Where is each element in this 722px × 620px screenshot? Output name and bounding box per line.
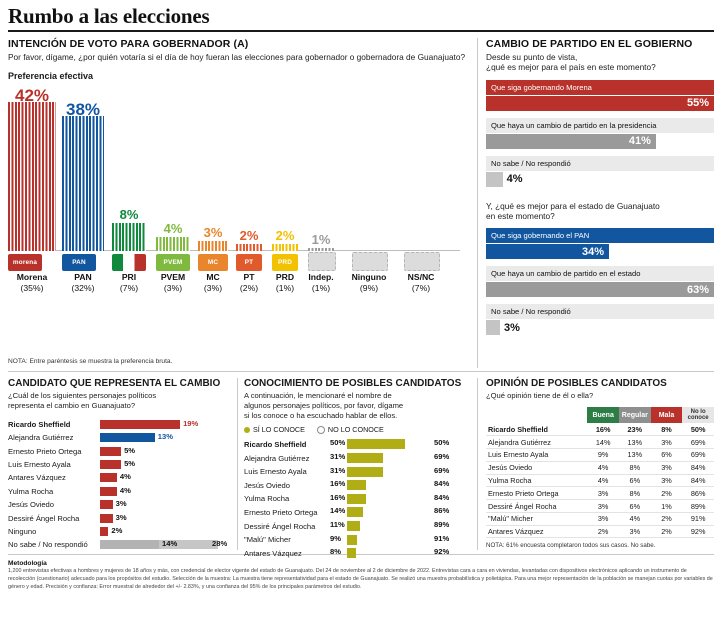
- vote-bar-pvem: [156, 221, 190, 251]
- bar-value: 2%: [111, 526, 123, 536]
- list-item: [8, 445, 234, 458]
- table-cell: 23%: [619, 423, 651, 435]
- bar-value-knows: 16%: [330, 479, 346, 489]
- candidate-change-rows: [8, 418, 234, 552]
- table-cell: 3%: [587, 487, 619, 500]
- bar-value-unknown: 69%: [434, 465, 450, 475]
- list-item: [244, 451, 476, 465]
- table-cell: Ernesto Prieto Ortega: [486, 487, 587, 500]
- bar-track: [330, 467, 476, 477]
- candidate-name: Ricardo Sheffield: [244, 439, 307, 449]
- vote-bar-chart: [8, 83, 468, 313]
- party-change-question-l1: Desde su punto de vista,: [486, 52, 578, 62]
- table-cell: 2%: [651, 487, 683, 500]
- candidate-name: No sabe / No respondió: [8, 540, 88, 550]
- list-item: [244, 533, 476, 547]
- table-cell: 2%: [651, 512, 683, 525]
- bar-value: 8%: [119, 206, 139, 222]
- bar-track: [330, 494, 476, 504]
- candidate-name: "Malú" Micher: [244, 535, 291, 545]
- table-cell: 92%: [682, 525, 714, 538]
- candidate-name: Jesús Oviedo: [244, 480, 291, 490]
- table-cell: 1%: [651, 500, 683, 513]
- vote-bar-pan: [62, 100, 104, 251]
- table-cell: 9%: [587, 449, 619, 462]
- bar-value-knows: 9%: [330, 533, 341, 543]
- bar-value-knows: 50%: [330, 438, 346, 448]
- bar-value-unknown: 50%: [434, 438, 450, 448]
- bar-track: [330, 548, 476, 558]
- awareness-rows: [244, 438, 476, 560]
- table-cell: "Malú" Micher: [486, 512, 587, 525]
- bar-rect: [100, 487, 117, 496]
- legend-item-knows: SÍ LO CONOCE: [244, 425, 305, 434]
- bar-value: 4%: [163, 221, 183, 237]
- bar-track: [100, 460, 234, 469]
- bar-rect: [100, 473, 117, 482]
- bar-rect-knows: [347, 535, 357, 545]
- x-tick-morena: Morena (35%): [16, 271, 48, 293]
- hbar-group: [486, 228, 714, 259]
- party-logo-PT-icon: PT: [236, 254, 262, 271]
- list-item: [8, 498, 234, 511]
- awareness-q2: algunos personajes políticos, por favor, dígame: [244, 400, 404, 410]
- hbar-label: Que siga gobernando Morena: [486, 80, 714, 95]
- bar-value: 2%: [275, 228, 295, 244]
- state-change-question-l2: en este momento?: [486, 211, 555, 222]
- vote-note: NOTA: Entre paréntesis se muestra la preferencia bruta.: [8, 358, 173, 365]
- bar-value: 13%: [157, 432, 173, 442]
- hbar-group: [486, 118, 714, 149]
- bar-rect-knows: [347, 467, 383, 477]
- state-change-bars: [486, 228, 714, 335]
- table-row: [486, 474, 714, 487]
- bar-rect-knows: [347, 507, 363, 517]
- bar-track: [330, 480, 476, 490]
- national-change-bars: [486, 80, 714, 187]
- hbar-rect: [486, 134, 656, 149]
- bar-value-unknown: 69%: [434, 452, 450, 462]
- bar-value-unknown: 89%: [434, 520, 450, 530]
- bar-track: [100, 433, 234, 442]
- table-cell: 16%: [587, 423, 619, 435]
- candidate-change-heading: CANDIDATO QUE REPRESENTA EL CAMBIO: [8, 378, 221, 389]
- table-row: [486, 436, 714, 449]
- bar-track: [100, 500, 234, 509]
- bar-rect: [100, 447, 121, 456]
- list-item: [8, 485, 234, 498]
- vote-intention-section: [8, 38, 468, 365]
- bar-rect: [100, 460, 121, 469]
- table-cell: 14%: [587, 436, 619, 449]
- bar-value: 3%: [115, 499, 127, 509]
- bar-track: [330, 439, 476, 449]
- bar-value-unknown: 84%: [434, 479, 450, 489]
- hbar-value: 3%: [504, 321, 520, 334]
- bar-value-knows: 11%: [330, 520, 345, 530]
- table-cell: Yulma Rocha: [486, 474, 587, 487]
- table-cell: Jesús Oviedo: [486, 461, 587, 474]
- list-item: [8, 431, 234, 444]
- candidate-name: Luis Ernesto Ayala: [244, 467, 307, 477]
- x-tick-pvem: PVEM (3%): [160, 271, 186, 293]
- bar-track: [330, 507, 476, 517]
- hbar-group: [486, 80, 714, 111]
- candidate-name: Antares Vázquez: [244, 548, 302, 558]
- vote-bar-morena: [8, 86, 56, 251]
- state-change-question-l1: Y, ¿qué es mejor para el estado de Guanajuato: [486, 200, 660, 211]
- bar-value-knows: 14%: [330, 506, 346, 516]
- bar-rect-knows: [347, 480, 366, 490]
- candidate-change-q1: ¿Cuál de los siguientes personajes políticos: [8, 391, 157, 400]
- bar-value-unknown: 92%: [434, 547, 450, 557]
- hbar-value: 41%: [628, 135, 651, 148]
- bar-value-knows: 8%: [330, 547, 341, 557]
- column-divider: [477, 38, 478, 368]
- list-item: [8, 471, 234, 484]
- hbar-group: [486, 266, 714, 297]
- list-item: [244, 438, 476, 452]
- hbar-value: 63%: [686, 283, 709, 296]
- party-logo-none-icon: [404, 252, 440, 271]
- table-row: [486, 512, 714, 525]
- table-cell: Luis Ernesto Ayala: [486, 449, 587, 462]
- bar-value: 42%: [14, 86, 50, 106]
- candidate-name: Jesús Oviedo: [8, 500, 55, 510]
- table-cell: Ricardo Sheffield: [486, 423, 587, 435]
- table-cell: 69%: [682, 449, 714, 462]
- bar-rect: [272, 228, 298, 251]
- opinion-question: ¿Qué opinión tiene de él o ella?: [486, 391, 594, 400]
- methodology-heading: Metodología: [8, 560, 47, 567]
- table-cell: 91%: [682, 512, 714, 525]
- candidate-awareness-panel: [244, 378, 476, 560]
- bar-value-knows: 31%: [330, 452, 346, 462]
- bar-value-unknown: 91%: [434, 533, 450, 543]
- bar-value-knows: 31%: [330, 465, 346, 475]
- x-tick-prd: PRD (1%): [275, 271, 295, 293]
- hbar-rect: [486, 282, 714, 297]
- x-tick-pan: PAN (32%): [71, 271, 95, 293]
- table-row: [486, 449, 714, 462]
- opinion-col-mala: Mala: [651, 407, 683, 424]
- list-item: [244, 492, 476, 506]
- candidate-name: Antares Vázquez: [8, 473, 66, 483]
- bar-rect: [100, 420, 180, 429]
- bar-value: 38%: [65, 100, 101, 120]
- page-title: Rumbo a las elecciones: [8, 4, 210, 28]
- awareness-q1: A continuación, le mencionaré el nombre de: [244, 391, 392, 400]
- preference-label: Preferencia efectiva: [8, 71, 94, 82]
- bar-value-knows: 16%: [330, 492, 346, 502]
- vote-question: Por favor, dígame, ¿por quién votaría si el día de hoy fueran las elecciones para gobernador o gobernadora de Guanajuato?: [8, 52, 466, 62]
- table-cell: 6%: [619, 500, 651, 513]
- section-divider: [8, 371, 714, 372]
- table-cell: 69%: [682, 436, 714, 449]
- x-tick-nsnc: NS/NC (7%): [407, 271, 435, 293]
- bar-value-unknown: 86%: [434, 506, 450, 516]
- table-cell: 3%: [587, 500, 619, 513]
- bar-value: 2%: [239, 228, 259, 244]
- bar-rect: [100, 540, 159, 549]
- methodology-text: 1,200 entrevistas efectivas a hombres y mujeres de 18 años y más, con credencial de elector vigente del estado de Guanajuato. Del 24 de noviembre al 2 de diciembre de 2022. Entrevistas cara a cara en viviendas, levantadas con dispositivos electrónicos aplicando un instrumento de recolección (cuestionario) adecuado para los propósitos del estudio. Selección de la muestra: La muestra tiene representatividad para el estado de Guanajuato. Se realizó una muestra probabilística y polietápica. Para una mejor representación de la población se manejan cuotas por variables de género y edad. Precisión y confianza: Error muestral de alrededor del +/- 2.83%, y una confianza del 95% de los principales parámetros del estudio.: [8, 568, 713, 590]
- table-row: [486, 423, 714, 435]
- bar-rect-knows: [347, 453, 383, 463]
- bar-track: [330, 453, 476, 463]
- bar-track: [100, 540, 234, 549]
- opinion-col-regular: Regular: [619, 407, 651, 424]
- awareness-heading: CONOCIMIENTO DE POSIBLES CANDIDATOS: [244, 378, 462, 389]
- bar-rect: [8, 86, 56, 251]
- list-item: [8, 525, 234, 538]
- hbar-label: No sabe / No respondió: [486, 156, 714, 171]
- table-cell: 6%: [651, 449, 683, 462]
- hbar-value: 55%: [686, 97, 709, 110]
- table-cell: 13%: [619, 449, 651, 462]
- table-cell: 89%: [682, 500, 714, 513]
- table-cell: Antares Vázquez: [486, 525, 587, 538]
- party-logo-PVEM-icon: PVEM: [156, 254, 190, 271]
- bar-rect: [100, 527, 108, 536]
- table-cell: 8%: [651, 423, 683, 435]
- hbar-value: 34%: [582, 245, 605, 258]
- bar-rect: [62, 100, 104, 251]
- party-change-question-l2: ¿qué es mejor para el país en este momento?: [486, 62, 656, 73]
- hbar-group: [486, 304, 714, 335]
- bar-rect: [100, 433, 155, 442]
- party-change-section: [486, 38, 714, 335]
- bar-track: [100, 527, 234, 536]
- bar-track: [100, 473, 234, 482]
- vote-bar-indep: [308, 231, 334, 252]
- table-cell: Dessiré Ángel Rocha: [486, 500, 587, 513]
- candidate-name: Luis Ernesto Ayala: [8, 460, 71, 470]
- bar-value: 5%: [124, 445, 136, 455]
- bar-rect: [100, 514, 113, 523]
- table-cell: 8%: [619, 461, 651, 474]
- bar-value: 4%: [119, 472, 131, 482]
- bar-value-secondary: 28%: [212, 539, 228, 549]
- bar-value: 3%: [115, 512, 127, 522]
- candidate-name: Alejandra Gutiérrez: [244, 453, 310, 463]
- bar-rect: [308, 231, 334, 252]
- list-item: [8, 511, 234, 524]
- x-tick-ninguno: Ninguno (9%): [351, 271, 387, 293]
- party-logo-none-icon: [308, 252, 336, 271]
- bar-value-unknown: 84%: [434, 492, 450, 502]
- bar-value: 5%: [124, 459, 136, 469]
- candidate-name: Alejandra Gutiérrez: [8, 433, 74, 443]
- bar-rect-knows: [347, 494, 366, 504]
- table-cell: 4%: [587, 461, 619, 474]
- bar-track: [330, 535, 476, 545]
- x-tick-pt: PT (2%): [239, 271, 259, 293]
- vote-bar-prd: [272, 228, 298, 251]
- title-divider: [8, 30, 714, 32]
- table-row: [486, 500, 714, 513]
- list-item: [244, 546, 476, 560]
- x-tick-indep: Indep. (1%): [308, 271, 334, 293]
- hbar-label: No sabe / No respondió: [486, 304, 714, 319]
- table-cell: 3%: [651, 461, 683, 474]
- table-cell: 3%: [619, 525, 651, 538]
- hbar-value: 4%: [506, 173, 523, 186]
- bar-value: 4%: [119, 485, 131, 495]
- bar-value: 3%: [203, 224, 223, 240]
- hbar-label: Que haya un cambio de partido en el estado: [486, 266, 714, 281]
- list-item: [244, 506, 476, 520]
- hbar-rect: [486, 96, 714, 111]
- table-cell: 86%: [682, 487, 714, 500]
- bar-rect-knows: [347, 521, 360, 531]
- hbar-rect: [486, 320, 520, 335]
- candidate-name: Yulma Rocha: [8, 486, 54, 496]
- table-cell: 3%: [651, 436, 683, 449]
- bar-rect: [236, 228, 262, 251]
- party-logo-PRI-icon: [112, 254, 146, 271]
- party-logo-morena-icon: morena: [8, 254, 42, 271]
- list-item: [8, 538, 234, 551]
- table-cell: 50%: [682, 423, 714, 435]
- opinion-col-noloconoce: No lo conoce: [682, 407, 714, 424]
- candidate-name: Ricardo Sheffield: [8, 419, 71, 429]
- table-row: [486, 525, 714, 538]
- bar-track: [330, 521, 476, 531]
- vote-bar-mc: [198, 224, 228, 252]
- bar-track: [100, 487, 234, 496]
- vote-bar-pri: [112, 206, 146, 251]
- awareness-q3: si los conoce o ha escuchado hablar de ellos.: [244, 410, 398, 420]
- party-change-heading: CAMBIO DE PARTIDO EN EL GOBIERNO: [486, 38, 693, 50]
- legend-item-unknown: NO LO CONOCE: [317, 425, 384, 434]
- candidate-name: Yulma Rocha: [244, 494, 290, 504]
- table-cell: 6%: [619, 474, 651, 487]
- bar-track: [100, 447, 234, 456]
- candidate-name: Dessiré Ángel Rocha: [244, 521, 316, 531]
- table-cell: 84%: [682, 474, 714, 487]
- list-item: [244, 478, 476, 492]
- hbar-group: [486, 156, 714, 187]
- party-logo-PAN-icon: PAN: [62, 254, 96, 271]
- candidate-change-panel: [8, 378, 234, 552]
- bar-rect-knows: [347, 548, 356, 558]
- opinion-col-buena: Buena: [587, 407, 619, 424]
- candidate-opinion-panel: [486, 378, 714, 549]
- vote-heading: INTENCIÓN DE VOTO PARA GOBERNADOR (A): [8, 38, 249, 50]
- opinion-table: [486, 407, 714, 539]
- candidate-change-q2: representa el cambio en Guanajuato?: [8, 400, 136, 410]
- opinion-table-header: [486, 407, 714, 424]
- hbar-rect: [486, 172, 523, 187]
- hbar-rect: [486, 244, 609, 259]
- table-row: [486, 461, 714, 474]
- table-row: [486, 487, 714, 500]
- candidate-name: Dessiré Ángel Rocha: [8, 513, 80, 523]
- hbar-label: Que siga gobernando el PAN: [486, 228, 714, 243]
- list-item: [8, 418, 234, 431]
- table-cell: 8%: [619, 487, 651, 500]
- bar-rect: [100, 500, 113, 509]
- table-cell: 13%: [619, 436, 651, 449]
- awareness-legend: [244, 425, 476, 434]
- table-cell: 84%: [682, 461, 714, 474]
- list-item: [244, 465, 476, 479]
- bar-track: [100, 514, 234, 523]
- methodology-section: [8, 560, 714, 591]
- party-logo-none-icon: [352, 252, 388, 271]
- opinion-table-body: [486, 423, 714, 538]
- opinion-heading: OPINIÓN DE POSIBLES CANDIDATOS: [486, 378, 667, 389]
- bar-track: [100, 420, 234, 429]
- opinion-col-name: [486, 407, 587, 424]
- x-tick-mc: MC (3%): [203, 271, 223, 293]
- x-tick-pri: PRI (7%): [119, 271, 139, 293]
- list-item: [8, 458, 234, 471]
- panel-divider-2: [477, 378, 478, 550]
- table-cell: Alejandra Gutiérrez: [486, 436, 587, 449]
- candidate-name: Ernesto Prieto Ortega: [244, 507, 318, 517]
- party-logo-MC-icon: MC: [198, 254, 228, 271]
- panel-divider-1: [237, 378, 238, 550]
- candidate-name: Ernesto Prieto Ortega: [8, 446, 82, 456]
- vote-bar-pt: [236, 228, 262, 251]
- table-cell: 3%: [651, 474, 683, 487]
- table-cell: 2%: [651, 525, 683, 538]
- bar-rect: [156, 221, 190, 251]
- table-cell: 4%: [587, 474, 619, 487]
- hbar-label: Que haya un cambio de partido en la presidencia: [486, 118, 714, 133]
- table-cell: 2%: [587, 525, 619, 538]
- bar-value: 19%: [183, 418, 199, 428]
- candidate-name: Ninguno: [8, 527, 37, 537]
- list-item: [244, 519, 476, 533]
- table-cell: 4%: [619, 512, 651, 525]
- bar-rect: [112, 206, 146, 251]
- bar-rect: [198, 224, 228, 252]
- bar-value: 14%: [162, 539, 178, 549]
- table-cell: 3%: [587, 512, 619, 525]
- bar-rect-knows: [347, 439, 405, 449]
- opinion-note: NOTA: 61% encuesta completaron todos sus casos. No sabe.: [486, 542, 656, 550]
- bar-value: 1%: [311, 231, 331, 247]
- party-logo-PRD-icon: PRD: [272, 254, 298, 271]
